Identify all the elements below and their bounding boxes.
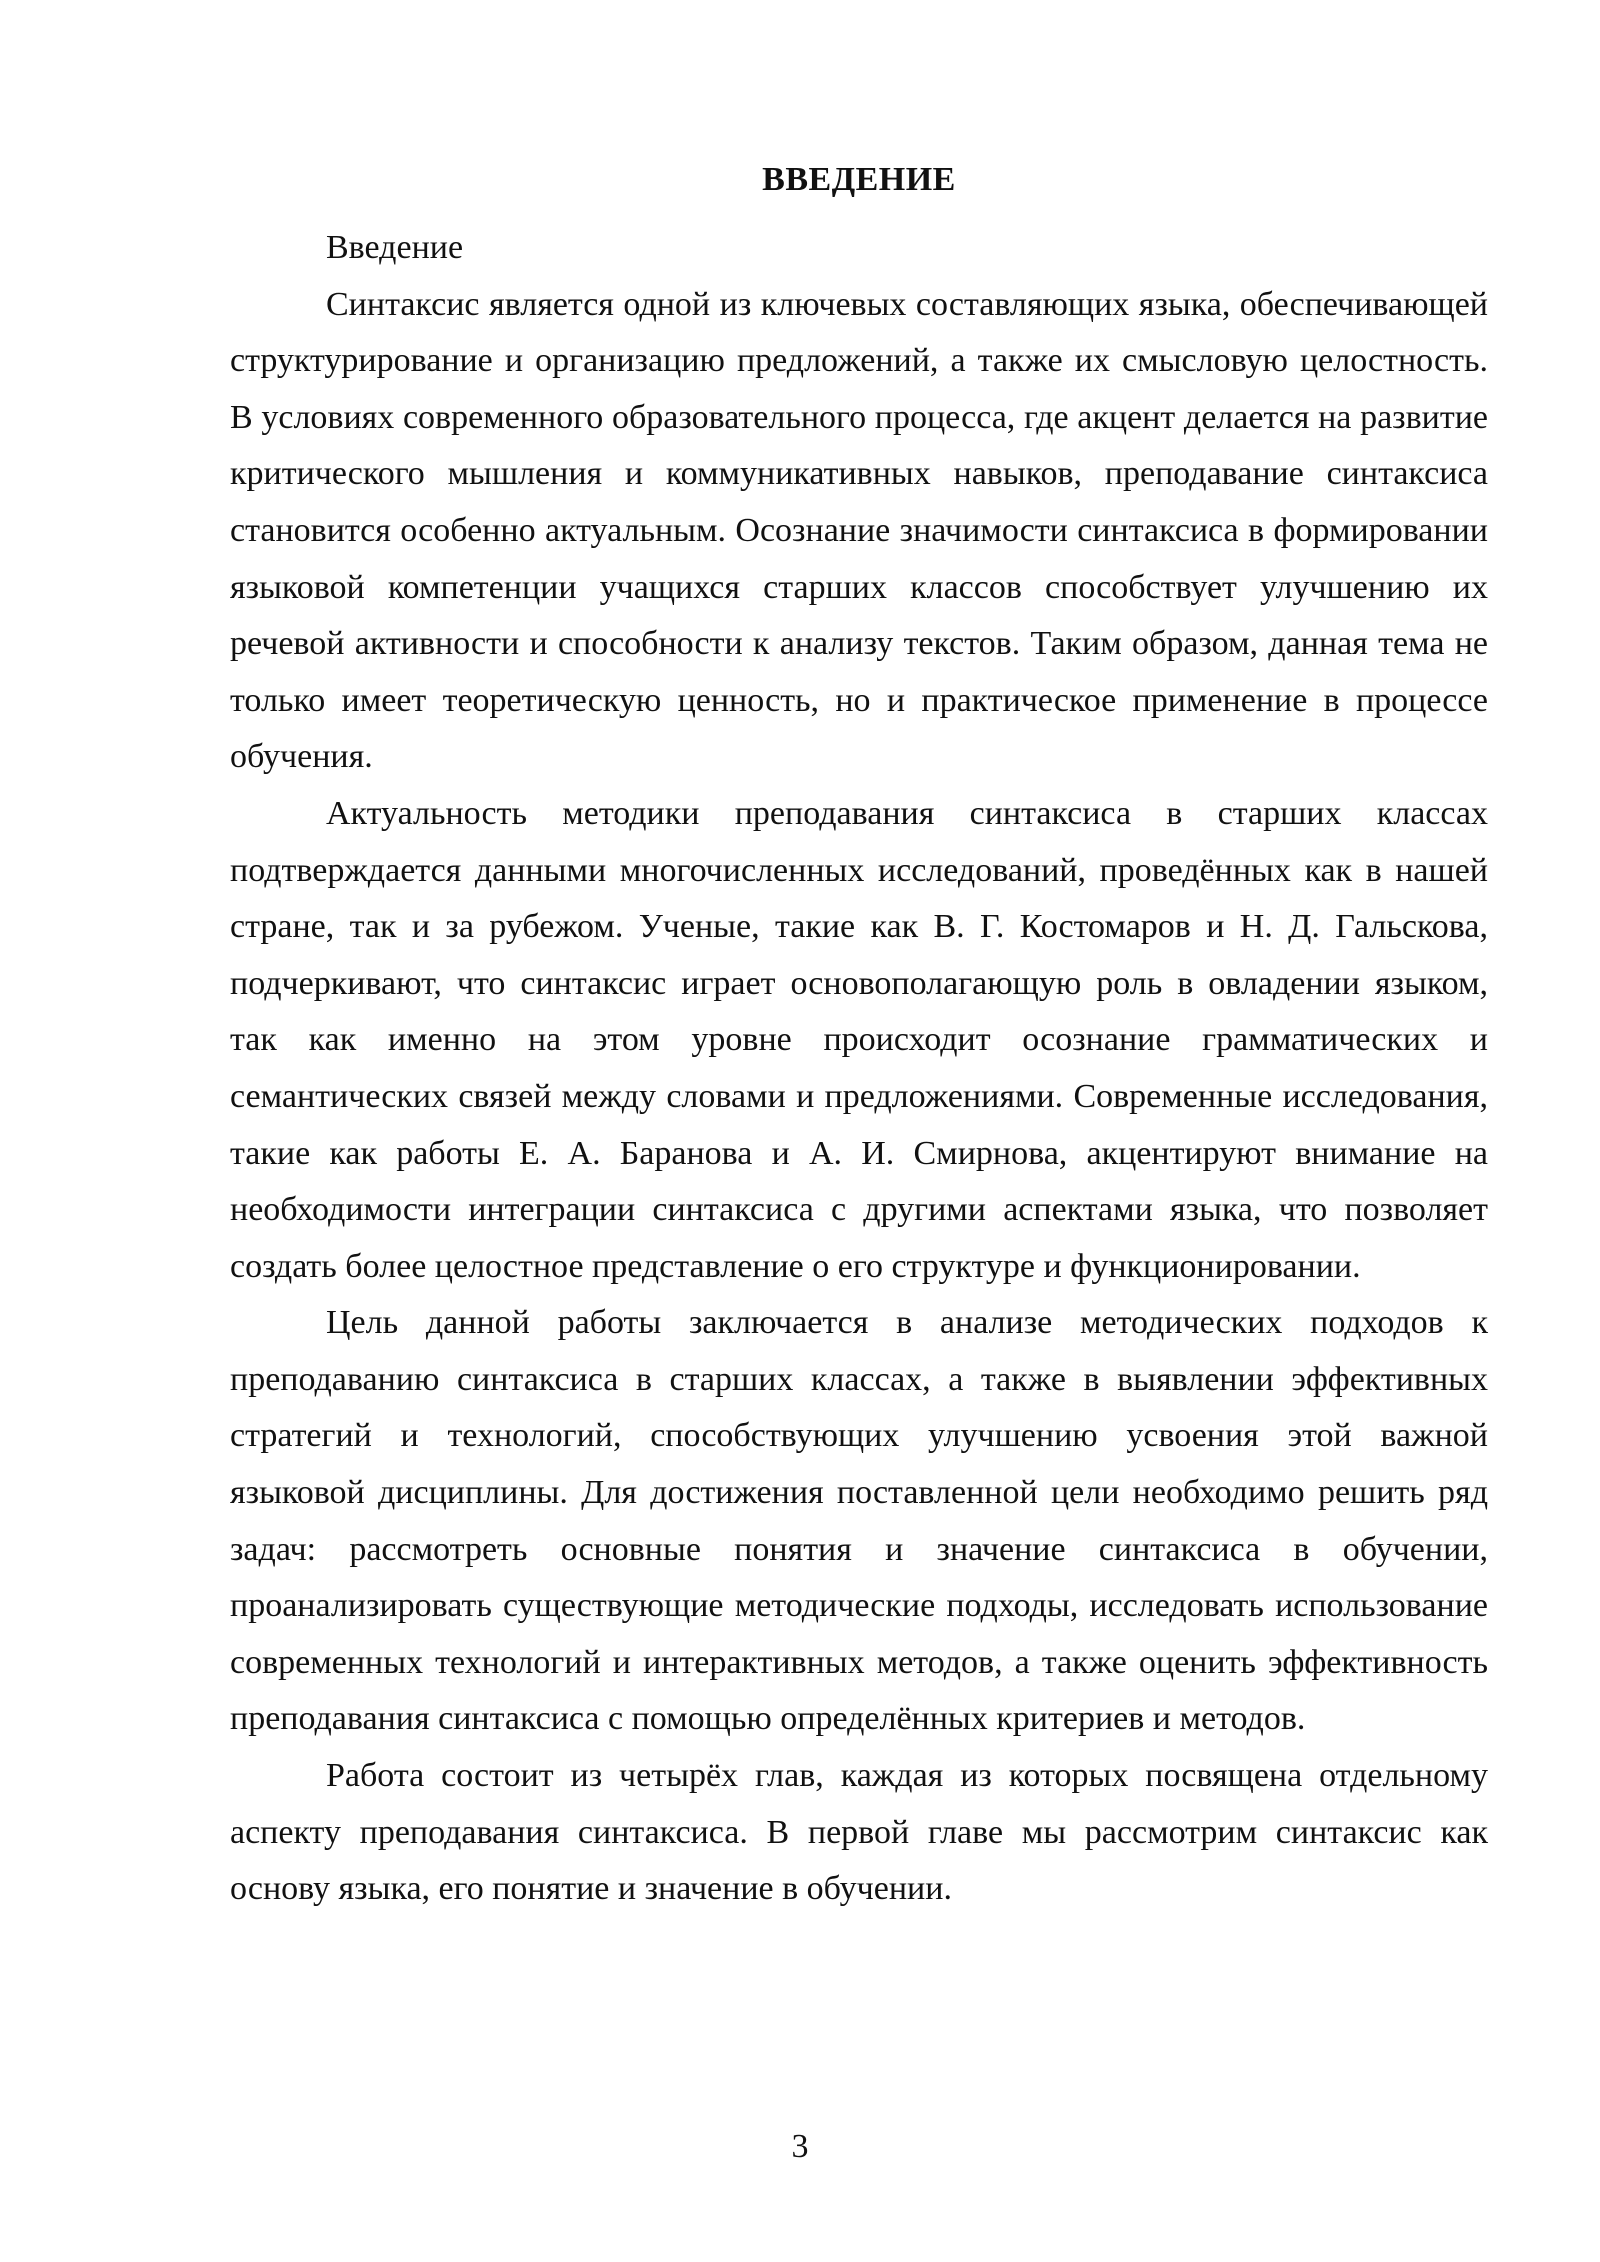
section-heading: ВВЕДЕНИЕ — [762, 161, 956, 198]
page-content — [230, 160, 1488, 1918]
subheading-line: Введение — [326, 229, 464, 266]
paragraph-2: Актуальность методики преподавания синтаксиса в старших классах подтверждается данными многочисленных исследований, проведённых как в нашей стране, так и за рубежом. Ученые, такие как В. Г. Костомаров и Н. Д. Гальскова, подчеркивают, что синтаксис играет основополагающую роль в овладении языком, так как именно на этом уровне происходит осознание грамматических и семантических связей между словами и предложениями. Современные исследования, такие как работы Е. А. Баранова и А. И. Смирнова, акцентируют внимание на необходимости интеграции синтаксиса с другими аспектами языка, что позволяет создать более целостное представление о его структуре и функционировании. — [230, 794, 1488, 1285]
paragraph-1: Синтаксис является одной из ключевых составляющих языка, обеспечивающей структурирование и организацию предложений, а также их смысловую целостность. В условиях современного образовательного процесса, где акцент делается на развитие критического мышления и коммуникативных навыков, преподавание синтаксиса становится особенно актуальным. Осознание значимости синтаксиса в формировании языковой компетенции учащихся старших классов способствует улучшению их речевой активности и способности к анализу текстов. Таким образом, данная тема не только имеет теоретическую ценность, но и практическое применение в процессе обучения. — [230, 285, 1488, 776]
page-number: 3 — [791, 2128, 809, 2165]
paragraph-3: Цель данной работы заключается в анализе методических подходов к преподаванию синтаксиса в старших классах, а также в выявлении эффективных стратегий и технологий, способствующих улучшению усвоения этой важной языковой дисциплины. Для достижения поставленной цели необходимо решить ряд задач: рассмотреть основные понятия и значение синтаксиса в обучении, проанализировать существующие методические подходы, исследовать использование современных технологий и интерактивных методов, а также оценить эффективность преподавания синтаксиса с помощью определённых критериев и методов. — [230, 1304, 1488, 1738]
paragraph-4: Работа состоит из четырёх глав, каждая из которых посвящена отдельному аспекту преподавания синтаксиса. В первой главе мы рассмотрим синтаксис как основу языка, его понятие и значение в обучении. — [230, 1757, 1488, 1908]
